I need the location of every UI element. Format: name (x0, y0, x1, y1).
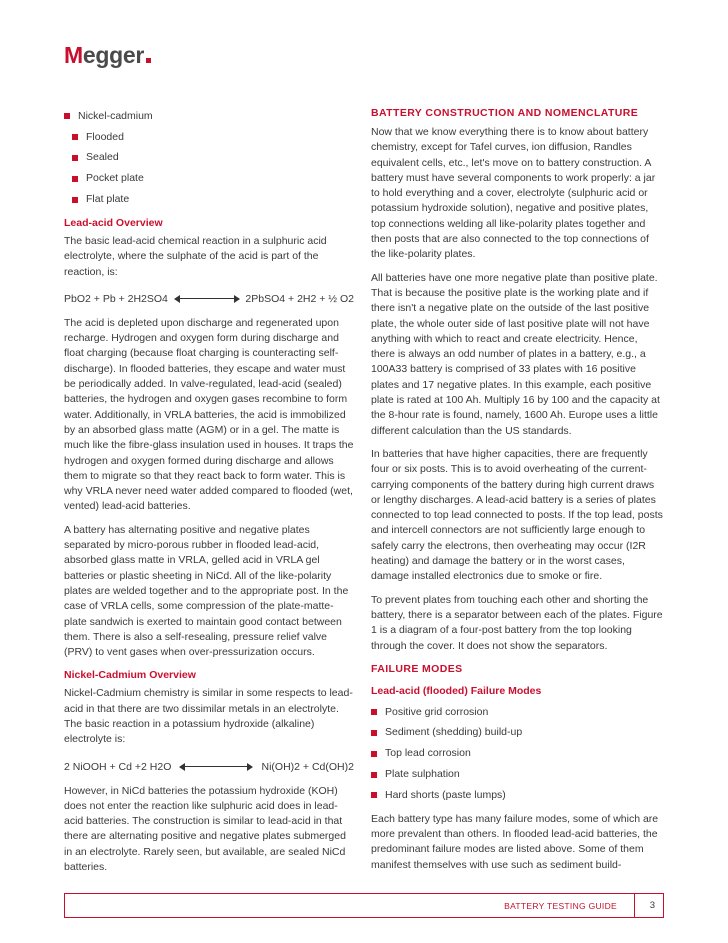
failure-bullet: Sediment (shedding) build-up (371, 723, 663, 744)
nicd-intro: Nickel-Cadmium chemistry is similar in some respects to lead-acid in that there are two dissimilar metals in an electrolyte. The basic reaction in a potassium hydroxide (alkaline) electrolyte is: (64, 687, 353, 746)
bullet-item: Flat plate (64, 189, 354, 210)
lead-acid-paragraph: A battery has alternating positive and negative plates separated by micro-porous rubber in flooded lead-acid, absorbed glass matte in VRLA, gelled acid in VRLA gel batteries or plastic sheeting in NiCd. All of the like-polarity plates are welded together and to the appropriate post. In the case of VRLA cells, some compression of the plate-matte-plate sandwich is exerted to maintain good contact between them. There is also a self-resealing, pressure relief valve (PRV) to vent gases when over-pressurization occurs. (64, 523, 349, 659)
bullet-square-icon (72, 134, 78, 140)
bullet-square-icon (371, 751, 377, 757)
bullet-square-icon (72, 197, 78, 203)
construction-paragraph: In batteries that have higher capacities, there are frequently four or six posts. This is to avoid overheating of the current-carrying components of the battery during high current draws or lengthy discharges. A lead-acid battery is a series of plates connected to top lead connected to posts. If the top lead, posts and intercell connectors are not sufficiently large enough to safely carry the electrons, then overheating may occur (I2R heating) and damage the battery or in the worst cases, damage installed electronics due to smoke or fire. (371, 447, 663, 583)
bullet-item: Pocket plate (64, 168, 354, 189)
bullet-item: Flooded (64, 127, 354, 148)
lead-acid-paragraph: The acid is depleted upon discharge and regenerated upon recharge. Hydrogen and oxygen form during discharge and float charging (because float charging is counteracting self-discharge). In flooded batteries, they escape and water must be periodically added. In valve-regulated, lead-acid (sealed) batteries, the hydrogen and oxygen gases recombine to form water. Additionally, in VRLA batteries, the acid is immobilized by an absorbed glass matte (AGM) or in a gel. The matte is much like the fibre-glass insulation used in houses. It traps the hydrogen and oxygen formed during discharge and allows them to migrate so that they react back to form water. This is why VRLA never need water added compared to flooded (wet, vented) lead-acid batteries. (64, 316, 354, 513)
equation-right: Ni(OH)2 + Cd(OH)2 (261, 760, 354, 773)
double-arrow-icon (179, 763, 253, 771)
bullet-square-icon (371, 792, 377, 798)
footer-title: BATTERY TESTING GUIDE (504, 901, 617, 911)
page-number: 3 (649, 900, 655, 911)
failure-bullet: Hard shorts (paste lumps) (371, 785, 663, 806)
construction-paragraph: All batteries have one more negative plate than positive plate. That is because the positive plate is the working plate and if there isn't a negative plate on the outside of the last positive plate, the whole outer side of last positive plate will not have anything with which to react and create electricity. Hence, there is always an odd number of plates in a battery, e.g., a 100A33 battery is comprised of 33 plates with 16 positive plates and 17 negative plates. In this example, each positive plate is rated at 100 Ah. Multiply 16 by 100 and the capacity at the 8-hour rate is found, namely, 1600 Ah. Europe uses a little different calculation than the US standards. (371, 271, 660, 437)
construction-heading: BATTERY CONSTRUCTION AND NOMENCLATURE (371, 107, 639, 119)
nicd-equation (64, 756, 354, 778)
footer-divider (634, 894, 635, 917)
nicd-paragraph: However, in NiCd batteries the potassium hydroxide (KOH) does not enter the reaction like sulphuric acid does in lead-acid batteries. The construction is similar to lead-acid in that there are alternating positive and negative plates submerged in an electrolyte. Rarely seen, but available, are sealed NiCd batteries. (64, 784, 346, 874)
equation-left: PbO2 + Pb + 2H2SO4 (64, 292, 168, 305)
logo-square-icon (146, 58, 151, 63)
construction-paragraph: Now that we know everything there is to know about battery chemistry, except for Tafel curves, ion diffusion, Randles equivalent cells, etc., let's move on to battery construction. A battery must have several components to work properly: a jar to hold everything and a cover, electrolyte (sulphuric acid or potassium hydroxide solution), negative and positive plates, top connections welding all like-polarity plates together and then posts that are also connected to the top connections of the like-polarity plates. (371, 126, 656, 261)
megger-logo: Megger (64, 42, 151, 69)
bullet-item: Sealed (64, 148, 354, 169)
failure-bullet: Plate sulphation (371, 764, 663, 785)
nicd-heading: Nickel-Cadmium Overview (64, 669, 196, 682)
bullet-square-icon (371, 730, 377, 736)
bullet-square-icon (72, 155, 78, 161)
construction-paragraph: To prevent plates from touching each other and shorting the battery, there is a separator between each of the plates. Figure 1 is a diagram of a four-post battery from the top looking through the cover. It does not show the separators. (371, 593, 663, 652)
right-column (371, 106, 663, 881)
equation-left: 2 NiOOH + Cd +2 H2O (64, 760, 172, 773)
lead-acid-intro: The basic lead-acid chemical reaction in a sulphuric acid electrolyte, where the sulphate of the acid is part of the reaction, is: (64, 234, 327, 278)
failure-paragraph: Each battery type has many failure modes, some of which are more prevalent than others. In flooded lead-acid batteries, the predominant failure modes are listed above. Some of them manifest themselves with use such as sediment build- (371, 812, 659, 871)
bullet-square-icon (72, 176, 78, 182)
left-column (64, 106, 354, 883)
equation-right: 2PbSO4 + 2H2 + ½ O2 (245, 292, 354, 305)
bullet-square-icon (371, 772, 377, 778)
failure-bullet: Positive grid corrosion (371, 702, 663, 723)
bullet-square-icon (371, 709, 377, 715)
bullet-square-icon (64, 113, 70, 119)
page-footer (64, 893, 664, 918)
failure-modes-heading: FAILURE MODES (371, 662, 463, 675)
flooded-failure-heading: Lead-acid (flooded) Failure Modes (371, 684, 542, 697)
bullet-item: Nickel-cadmium (64, 106, 354, 127)
failure-bullet: Top lead corrosion (371, 743, 663, 764)
double-arrow-icon (174, 295, 240, 303)
lead-acid-heading: Lead-acid Overview (64, 216, 163, 229)
lead-acid-equation (64, 288, 354, 310)
